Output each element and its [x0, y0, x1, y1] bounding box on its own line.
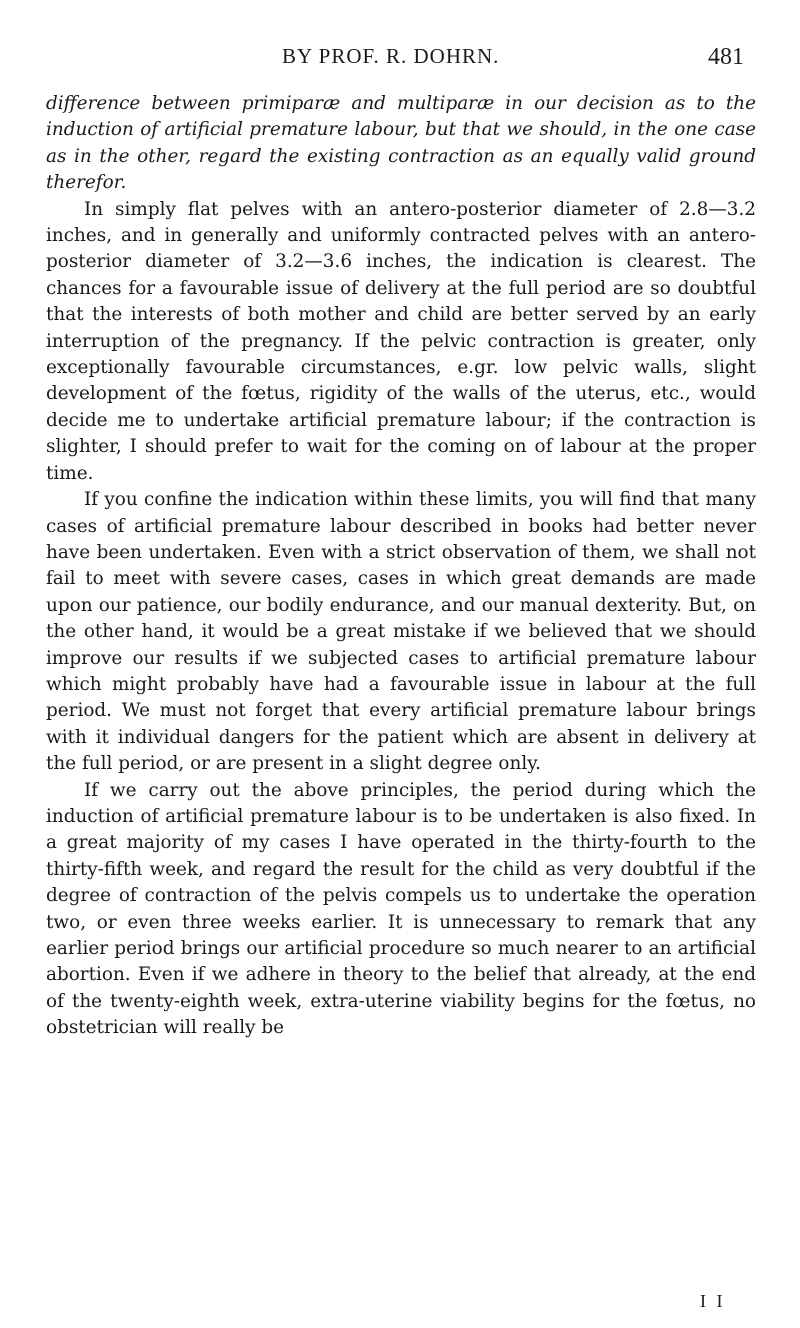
body-text: [46, 91, 756, 1042]
paragraph-4: If we carry out the above principles, the period during which the induction of artificial premature labour is to be undertaken is also fixed. In a great majority of my cases I have operated in the thirty-fourth to the thirty-fifth week, and regard the result for the child as very doubtful if the degree of contraction of the pelvis compels us to undertake the operation two, or even three weeks earlier. It is unnecessary to remark that any earlier period brings our artificial procedure so much nearer to an artificial abortion. Even if we adhere in theory to the belief that already, at the end of the twenty-eighth week, extra-uterine viability begins for the fœtus, no obstetrician will really be: [46, 779, 756, 1039]
paragraph-1-italic: difference between primiparæ and multiparæ in our decision as to the induction of artificial premature labour, but that we should, in the one case as in the other, regard the existing contraction as an equally valid ground therefor.: [46, 93, 756, 194]
paragraph-1: [46, 91, 756, 197]
page-header: [0, 44, 800, 84]
paragraph-3: If you confine the indication within these limits, you will find that many cases of artificial premature labour described in books had better never have been undertaken. Even with a strict observation of them, we shall not fail to meet with severe cases, cases in which great demands are made upon our patience, our bodily endurance, and our manual dexterity. But, on the other hand, it would be a great mistake if we believed that we should improve our results if we subjected cases to artificial premature labour which might probably have had a favourable issue in labour at the full period. We must not forget that every artificial premature labour brings with it individual dangers for the patient which are absent in delivery at the full period, or are present in a slight degree only.: [46, 489, 756, 775]
paragraph-2: In simply flat pelves with an antero-posterior diameter of 2.8—3.2 inches, and in generally and uniformly contracted pelves with an antero-posterior diameter of 3.2—3.6 inches, the indication is clearest. The chances for a favourable issue of delivery at the full period are so doubtful that the interests of both mother and child are better served by an early interruption of the pregnancy. If the pelvic contraction is greater, only exceptionally favourable circumstances, e.gr. low pelvic walls, slight development of the fœtus, rigidity of the walls of the uterus, etc., would decide me to undertake artificial premature labour; if the contraction is slighter, I should prefer to wait for the coming on of labour at the proper time.: [46, 198, 756, 484]
signature-mark: I I: [700, 1291, 726, 1311]
page-number: 481: [708, 44, 744, 70]
running-head: BY PROF. R. DOHRN.: [282, 44, 500, 68]
